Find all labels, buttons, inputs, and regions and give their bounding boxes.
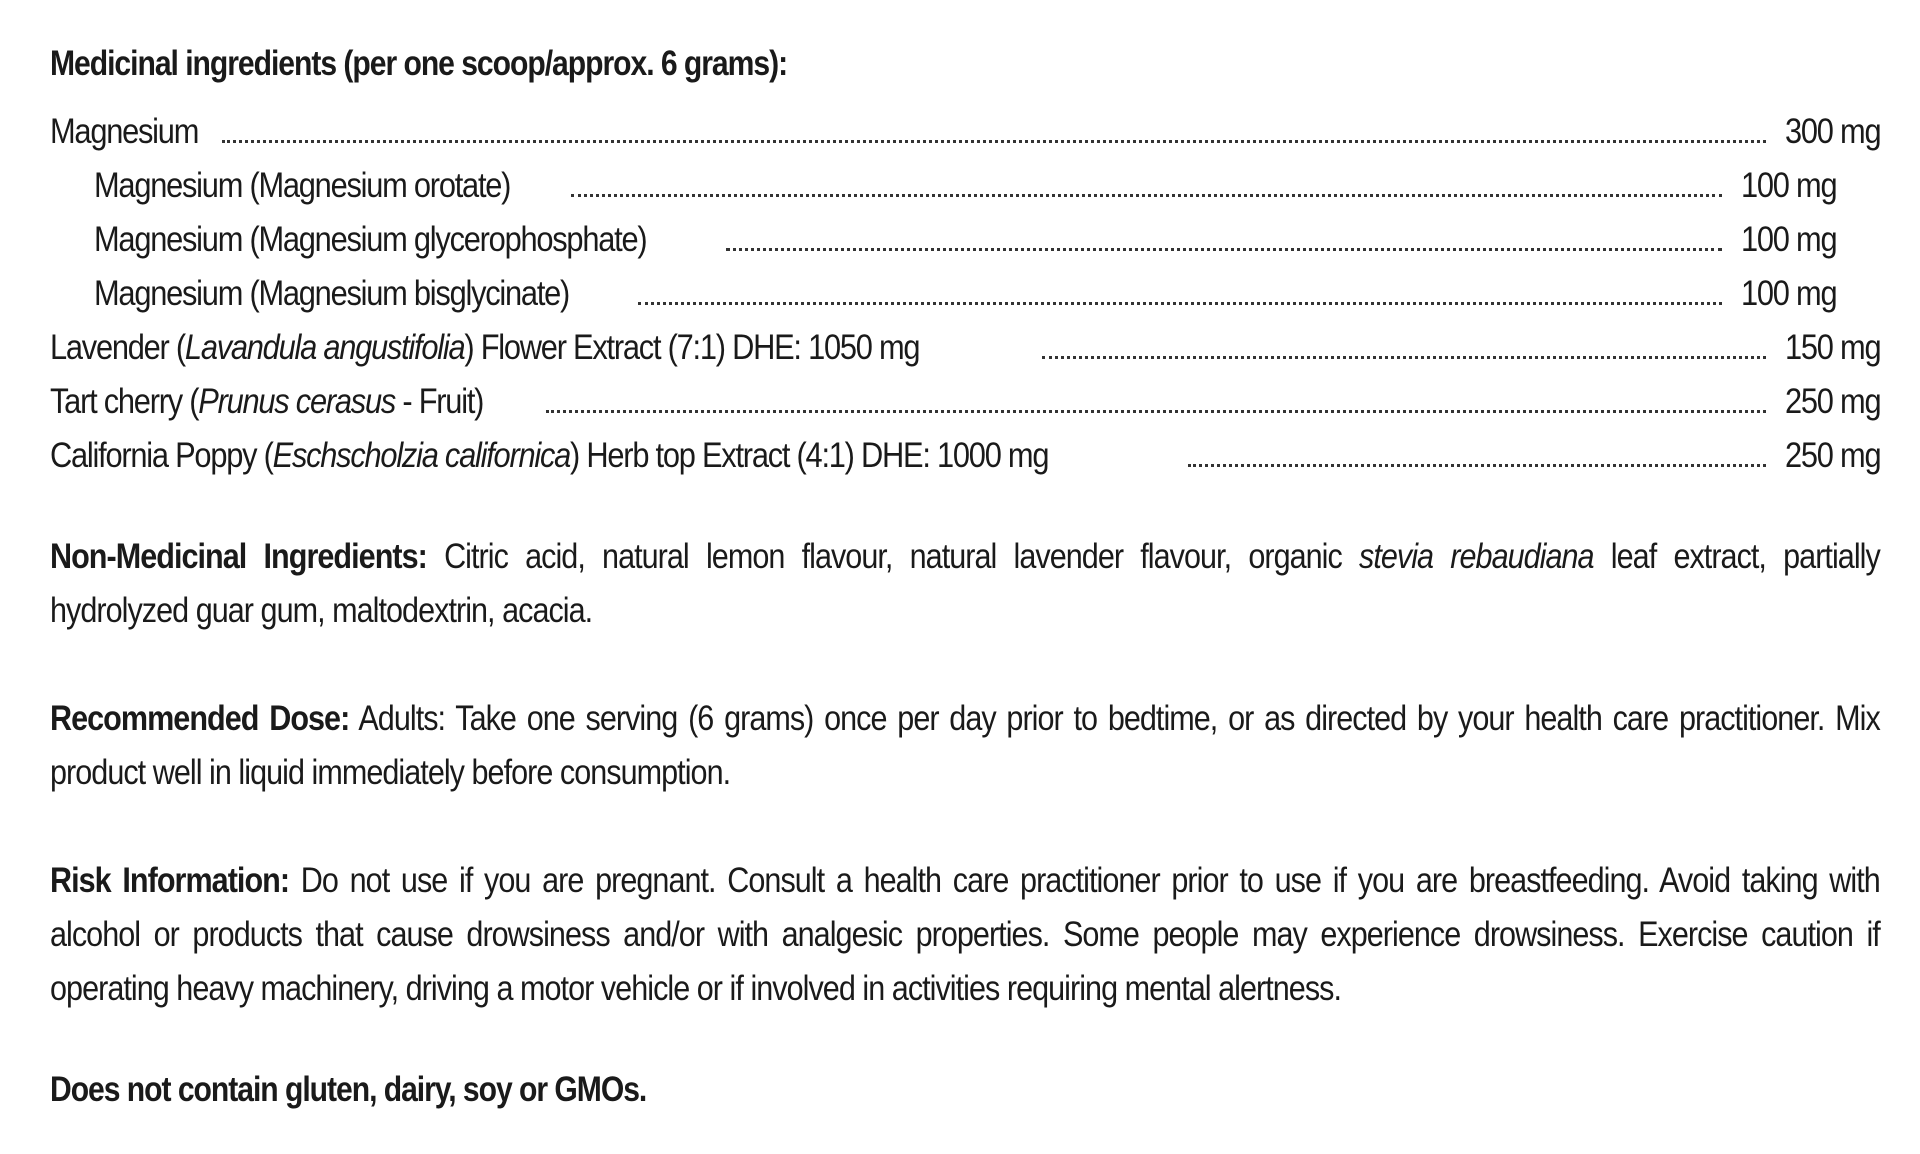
dot-leader (571, 194, 1722, 197)
ingredient-row (50, 152, 1836, 206)
dot-leader (1042, 356, 1766, 359)
ingredient-amount: 150 mg (1784, 328, 1880, 367)
ingredient-name: Lavender (Lavandula angustifolia) Flower Extract (7:1) DHE: 1050 mg (50, 328, 920, 367)
ingredient-row (50, 368, 1880, 422)
ingredient-row (50, 260, 1836, 314)
allergen-free-statement: Does not contain gluten, dairy, soy or GMOs. (50, 1070, 647, 1109)
ingredient-name: Tart cherry (Prunus cerasus - Fruit) (50, 382, 484, 421)
ingredient-name: California Poppy (Eschscholzia californica) Herb top Extract (4:1) DHE: 1000 mg (50, 436, 1049, 475)
product-label (50, 0, 1880, 1154)
non-medicinal-ingredients: Non-Medicinal Ingredients: Citric acid, natural lemon flavour, natural lavender flavour, organic stevia rebaudiana leaf extract, partially hydrolyzed guar gum, maltodextrin, acacia. (50, 537, 1880, 630)
non-medicinal-label: Non-Medicinal Ingredients: (50, 537, 427, 576)
risk-label: Risk Information: (50, 861, 290, 900)
risk-information: Risk Information: Do not use if you are pregnant. Consult a health care practitioner prior to use if you are breastfeeding. Avoid taking with alcohol or products that cause drowsiness and/or with analgesic properties. Some people may experience drowsiness. Exercise caution if operating heavy machinery, driving a motor vehicle or if involved in activities requiring mental alertness. (50, 861, 1880, 1008)
dot-leader (638, 302, 1722, 305)
ingredient-amount: 100 mg (1740, 274, 1836, 313)
dot-leader (222, 140, 1765, 143)
recommended-dose: Recommended Dose: Adults: Take one serving (6 grams) once per day prior to bedtime, or as directed by your health care practitioner. Mix product well in liquid immediately before consumption. (50, 699, 1880, 792)
medicinal-ingredients-title: Medicinal ingredients (per one scoop/approx. 6 grams): (50, 44, 788, 83)
ingredient-row (50, 98, 1880, 152)
dose-label: Recommended Dose: (50, 699, 350, 738)
medicinal-ingredients-list (50, 98, 1880, 476)
ingredient-name: Magnesium (Magnesium orotate) (94, 166, 511, 205)
ingredient-amount: 100 mg (1740, 166, 1836, 205)
dot-leader (726, 248, 1722, 251)
dot-leader (1188, 464, 1765, 467)
ingredient-name: Magnesium (Magnesium bisglycinate) (94, 274, 570, 313)
ingredient-amount: 300 mg (1784, 112, 1880, 151)
ingredient-row (50, 206, 1836, 260)
ingredient-amount: 250 mg (1784, 436, 1880, 475)
ingredient-amount: 100 mg (1740, 220, 1836, 259)
ingredient-row (50, 314, 1880, 368)
ingredient-name: Magnesium (Magnesium glycerophosphate) (94, 220, 647, 259)
ingredient-amount: 250 mg (1784, 382, 1880, 421)
ingredient-row (50, 422, 1880, 476)
dot-leader (546, 410, 1765, 413)
ingredient-name: Magnesium (50, 112, 199, 151)
